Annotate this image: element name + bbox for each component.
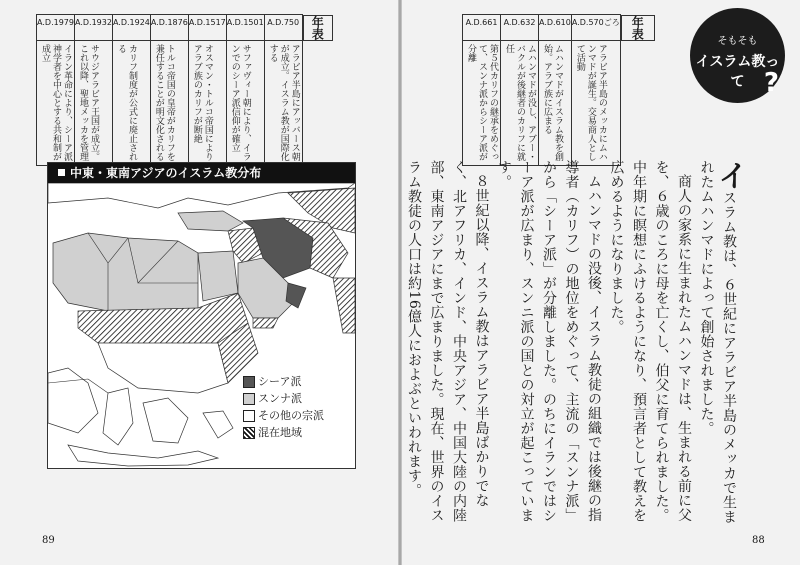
paragraph: 商人の家系に生まれたムハンマドは、生まれる前に父を、６歳のころに母を亡くし、伯父に育てられました。中年期に瞑想にふけるようになり、預言者として教えを広めるようになりました。 xyxy=(608,160,692,523)
timeline-year: A.D.750 xyxy=(264,15,302,41)
timeline-text: オスマン・トルコ帝国によりアラブ族のカリフが断絶 xyxy=(191,44,213,161)
timeline-text: トルコ帝国の皇帝がカリフを兼任することが明文化される xyxy=(153,44,175,161)
timeline-year: A.D.1932 xyxy=(75,15,113,41)
paragraph: ムハンマドの没後、イスラム教徒の組織では後継の指導者（カリフ）の地位をめぐって、主流の「スンナ派」から「シーア派」が分離しました。のちにイランではシーア派が広まり、スンニ派の国との対立が起こっています。 xyxy=(496,160,602,523)
paragraph xyxy=(695,160,747,530)
page-number-right: 88 xyxy=(752,535,765,546)
question-mark-icon: ? xyxy=(763,68,779,98)
timeline-text: アラビア半島にアッバース朝が成立。イスラム教が国際化する xyxy=(267,44,300,161)
timeline-text: サウジアラビア王国が成立。これ以降、聖地メッカを管理 xyxy=(78,44,99,161)
timeline-year: A.D.632 xyxy=(501,15,539,41)
legend-label: スンナ派 xyxy=(258,392,302,405)
timeline-year: A.D.661 xyxy=(463,15,501,41)
legend-item xyxy=(243,390,324,407)
paragraph-text: スラム教は、６世紀にアラビア半島のメッカで生まれたムハンマドによって創始されました。 xyxy=(698,160,737,524)
bubble-line2: イスラム教って xyxy=(695,54,780,90)
timeline-label: 年表 xyxy=(621,15,655,41)
timeline-year: A.D.570ごろ xyxy=(571,15,620,41)
timeline-year: A.D.1517 xyxy=(188,15,226,41)
timeline-text: サファヴィー朝により、イランでのシーア派信仰が確立 xyxy=(229,44,251,161)
map-legend xyxy=(243,373,324,441)
body-text xyxy=(403,160,747,530)
legend-item xyxy=(243,407,324,424)
timeline-year: A.D.1501 xyxy=(226,15,264,41)
left-timeline xyxy=(36,14,334,166)
swatch-sunni xyxy=(243,393,255,405)
swatch-mixed xyxy=(243,427,255,439)
swatch-other xyxy=(243,410,255,422)
section-bubble xyxy=(690,8,785,103)
timeline-text: カリフ制度が公式に廃止される xyxy=(115,44,137,161)
gutter xyxy=(398,0,402,565)
timeline-text: ムハンマドがイスラム教を創始。アラブ族に広まる xyxy=(542,44,563,161)
legend-label: 混在地域 xyxy=(258,426,302,439)
legend-item xyxy=(243,424,324,441)
timeline-text: 第５代カリフの継承をめぐって、スンナ派からシーア派が分離 xyxy=(466,44,498,161)
bubble-line1: そもそも xyxy=(717,36,758,47)
map-title-text: 中東・東南アジアのイスラム教分布 xyxy=(70,166,262,180)
paragraph: ８世紀以降、イスラム教はアラビア半島ばかりでなく、北アフリカ、インド、中央アジア、中国大陸の内陸部、東南アジアにまで広まりました。現在、世界のイスラム教徒の人口は約16億人におよぶといわれます。 xyxy=(406,160,490,523)
legend-item xyxy=(243,373,324,390)
timeline-label: 年表 xyxy=(303,15,333,41)
map-title xyxy=(48,163,355,183)
timeline-year: A.D.1876 xyxy=(150,15,188,41)
swatch-shia xyxy=(243,376,255,388)
timeline-year: A.D.1979 xyxy=(37,15,75,41)
timeline-year: A.D.610 xyxy=(539,15,572,41)
drop-initial: イ xyxy=(712,160,747,191)
timeline-year: A.D.1924 xyxy=(112,15,150,41)
timeline-text: イラン革命により、シーア派神学者を中心とする共和制が成立 xyxy=(40,44,72,161)
timeline-text: アラビア半島のメッカにムハンマドが誕生。交易商人として活動 xyxy=(574,44,607,161)
timeline-text: ムハンマドが没し、アブー・バクルが後継者のカリフに就任 xyxy=(504,44,536,161)
legend-label: シーア派 xyxy=(258,375,302,388)
right-timeline xyxy=(462,14,656,166)
page-number-left: 89 xyxy=(42,535,55,546)
distribution-map xyxy=(47,162,356,469)
legend-label: その他の宗派 xyxy=(258,409,324,422)
